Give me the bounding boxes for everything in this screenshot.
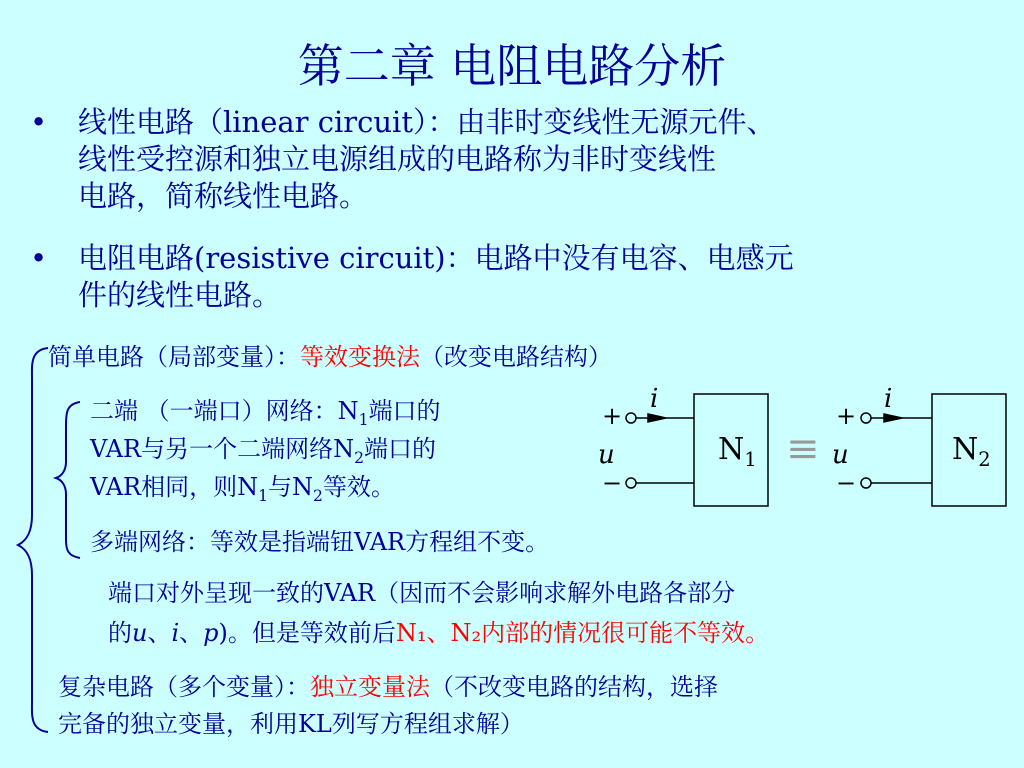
bullet-1-line1: 线性电路（linear circuit）：由非时变线性无源元件、 [78,105,776,139]
n2-label: $N_2$ [952,432,991,471]
minus-sign-2: − [836,469,857,497]
bullet-2-line1: 电阻电路(resistive circuit)：电路中没有电容、电感元 [78,241,794,275]
bullet-2-line2: 件的线性电路。 [78,278,282,312]
plus-sign-2: + [836,402,857,430]
equivalence-sign: ≡ [786,426,820,472]
n1-label: $N_1$ [718,432,757,471]
page-title: 第二章 电阻电路分析 [297,39,727,93]
equivalent-transform-method: 等效变换法 [300,343,420,371]
multi-terminal-line: 多端网络：等效是指端钮VAR方程组不变。 [90,528,550,556]
two-terminal-line2: VAR与另一个二端网络$N_2$端口的 [90,435,437,467]
internal-not-equivalent-note: N₁、N₂内部的情况很可能不等效。 [395,619,770,647]
two-terminal-line1: 二端 （一端口）网络：$N_1$端口的 [90,397,441,429]
complex-circuit-line2: 完备的独立变量，利用KL列写方程组求解） [58,710,524,738]
current-i-label-1: i [650,384,659,414]
bullet-dot: • [30,105,48,139]
resistive-circuit-term: 电阻电路(resistive circuit)： [78,241,475,275]
simple-circuit-line: 简单电路（局部变量）：等效变换法（改变电路结构） [48,343,612,371]
current-i-label-2: i [884,384,893,414]
outer-brace [18,348,48,732]
note-line2: 的u、i、p)。但是等效前后N₁、N₂内部的情况很可能不等效。 [108,619,770,647]
two-terminal-line3: VAR相同，则$N_1$与$N_2$等效。 [90,473,395,505]
minus-sign-1: − [602,469,623,497]
note-line1: 端口对外呈现一致的VAR（因而不会影响求解外电路各部分 [108,579,736,607]
plus-sign-1: + [602,402,623,430]
independent-variable-method: 独立变量法 [310,673,430,701]
bullet-1-line3: 电路，简称线性电路。 [78,179,369,213]
complex-circuit-line1: 复杂电路（多个变量）：独立变量法（不改变电路的结构，选择 [58,673,718,701]
voltage-u-label-1: u [598,440,615,470]
bullet-1-line2: 线性受控源和独立电源组成的电路称为非时变线性 [78,142,717,176]
linear-circuit-term: 线性电路（linear circuit）： [78,105,457,139]
voltage-u-label-2: u [832,440,849,470]
inner-brace [56,402,80,558]
bullet-dot: • [30,241,48,275]
